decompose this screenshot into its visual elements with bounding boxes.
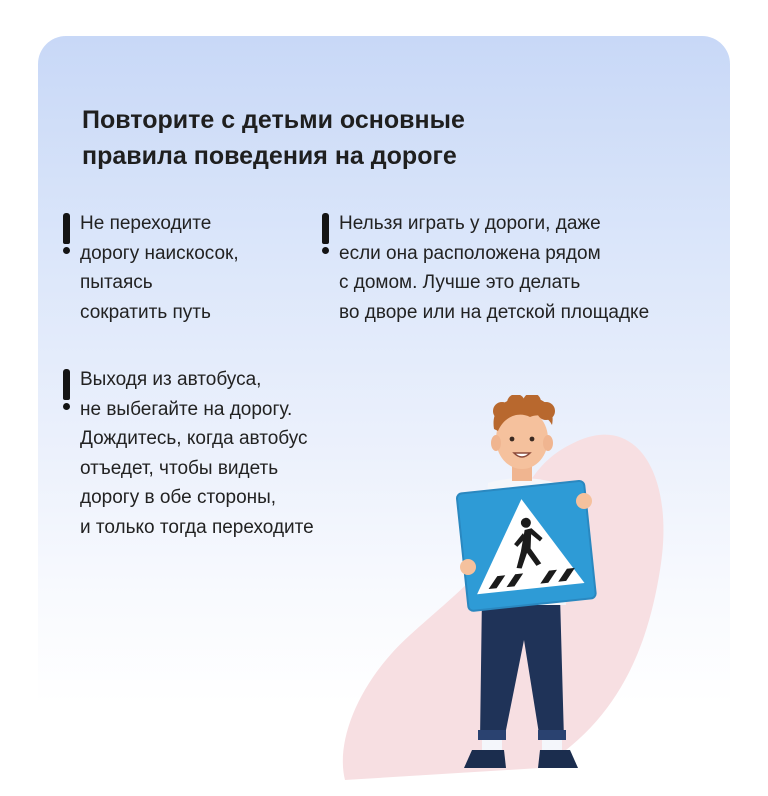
rule-line: Не переходите xyxy=(80,213,212,234)
rule-line: сократить путь xyxy=(80,301,211,323)
rule-line: Дождитесь, когда автобус xyxy=(80,428,308,449)
page-title xyxy=(82,102,602,174)
rule-text xyxy=(80,209,239,327)
rule-text xyxy=(80,365,314,542)
rule-line: пытаясь xyxy=(80,272,153,293)
title-line-1: Повторите с детьми основные xyxy=(82,106,465,134)
rule-line: отъедет, чтобы видеть xyxy=(80,457,279,479)
rule-line: во дворе или на детской площадке xyxy=(339,301,650,323)
title-line-2: правила поведения на дороге xyxy=(82,142,457,170)
rule-text xyxy=(339,209,649,327)
exclamation-icon xyxy=(321,213,331,254)
child-holding-sign-illustration xyxy=(440,395,610,768)
rule-line: дорогу наискосок, xyxy=(80,242,239,264)
rule-line: Нельзя играть у дороги, даже xyxy=(339,213,601,234)
rule-line: если она расположена рядом xyxy=(339,242,601,264)
exclamation-icon xyxy=(62,369,72,410)
exclamation-icon xyxy=(62,213,72,254)
rule-line: не выбегайте на дорогу. xyxy=(80,398,293,420)
rule-line: Выходя из автобуса, xyxy=(80,369,262,390)
rule-line: дорогу в обе стороны, xyxy=(80,487,277,508)
rule-line: с домом. Лучше это делать xyxy=(339,272,581,293)
rule-line: и только тогда переходите xyxy=(80,516,314,538)
